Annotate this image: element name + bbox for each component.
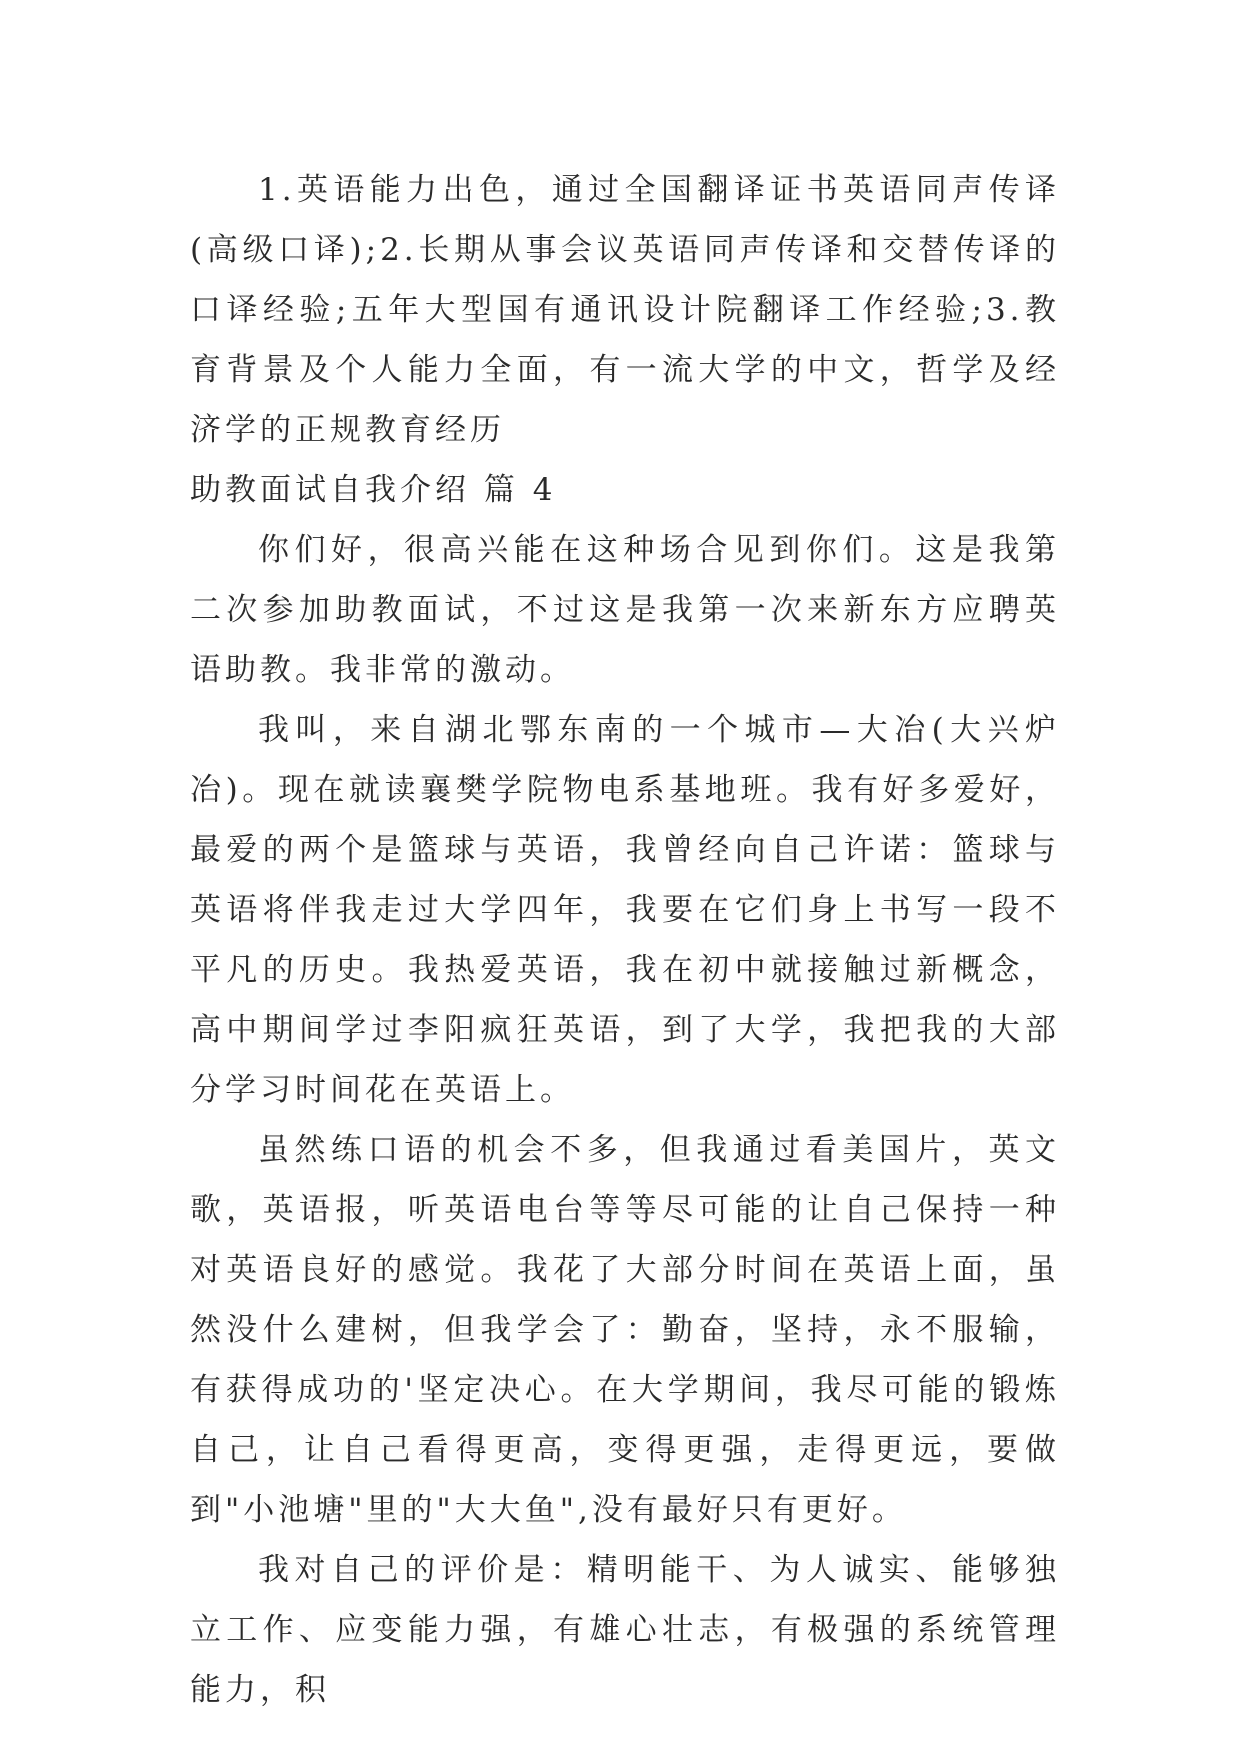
introduction-paragraph: 我叫，来自湖北鄂东南的一个城市—大冶(大兴炉冶)。现在就读襄樊学院物电系基地班。我有好多爱好，最爱的两个是篮球与英语，我曾经向自己许诺：篮球与英语将伴我走过大学四年，我要在它们身上书写一段不平凡的历史。我热爱英语，我在初中就接触过新概念，高中期间学过李阳疯狂英语，到了大学，我把我的大部分学习时间花在英语上。 <box>190 712 1060 1108</box>
english-study-paragraph: 虽然练口语的机会不多，但我通过看美国片，英文歌，英语报，听英语电台等等尽可能的让自己保持一种对英语良好的感觉。我花了大部分时间在英语上面，虽然没什么建树，但我学会了：勤奋，坚持，永不服输，有获得成功的'坚定决心。在大学期间，我尽可能的锻炼自己，让自己看得更高，变得更强，走得更远，要做到"小池塘"里的"大大鱼",没有最好只有更好。 <box>190 1132 1060 1528</box>
document-body <box>190 160 1060 1720</box>
section-heading: 助教面试自我介绍 篇 4 <box>190 472 557 508</box>
greeting-paragraph: 你们好，很高兴能在这种场合见到你们。这是我第二次参加助教面试，不过这是我第一次来新东方应聘英语助教。我非常的激动。 <box>190 532 1060 688</box>
self-evaluation-paragraph: 我对自己的评价是：精明能干、为人诚实、能够独立工作、应变能力强，有雄心壮志，有极强的系统管理能力，积 <box>190 1552 1060 1708</box>
qualification-paragraph: 1.英语能力出色，通过全国翻译证书英语同声传译(高级口译);2.长期从事会议英语同声传译和交替传译的口译经验;五年大型国有通讯设计院翻译工作经验;3.教育背景及个人能力全面，有一流大学的中文，哲学及经济学的正规教育经历 <box>190 172 1060 448</box>
